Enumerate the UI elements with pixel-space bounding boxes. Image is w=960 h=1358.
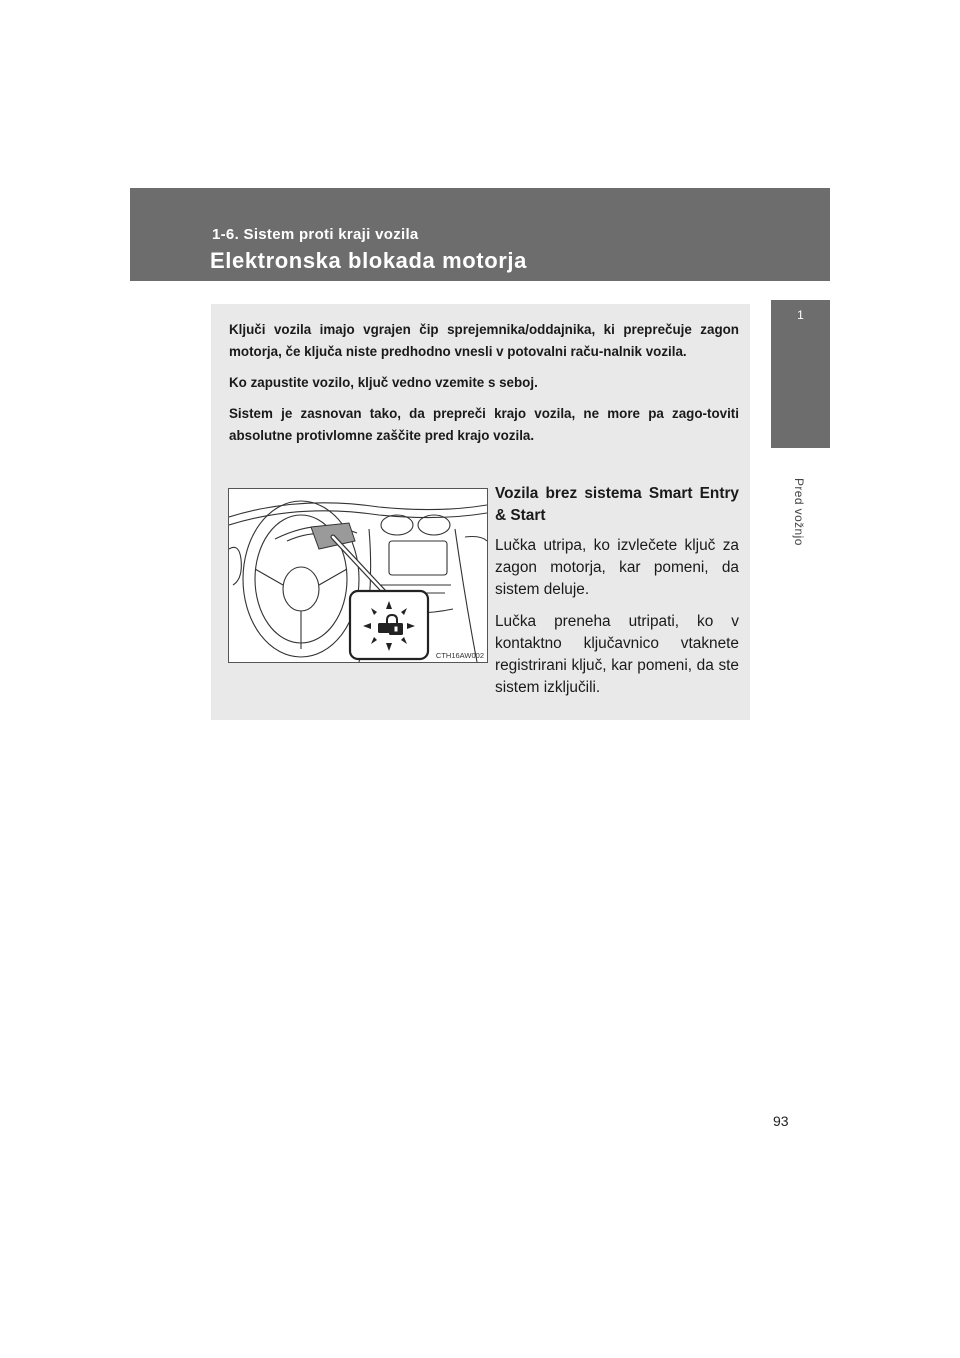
chapter-tab bbox=[771, 300, 830, 448]
intro-paragraph: Ko zapustite vozilo, ključ vedno vzemite s seboj. bbox=[229, 375, 538, 390]
section-text bbox=[495, 483, 739, 709]
dashboard-illustration bbox=[228, 488, 488, 663]
chapter-number: 1 bbox=[797, 308, 804, 322]
dashboard-drawing bbox=[229, 489, 487, 662]
page-header bbox=[130, 188, 830, 281]
intro-text bbox=[229, 319, 739, 456]
section-subtitle: Vozila brez sistema Smart Entry & Start bbox=[495, 485, 739, 524]
page-title: Elektronska blokada motorja bbox=[210, 248, 527, 273]
intro-paragraph: Ključi vozila imajo vgrajen čip sprejemnika/oddajnika, ki preprečuje zagon motorja, če ključa niste predhodno vnesli v potovalni raču-nalnik vozila. bbox=[229, 322, 739, 359]
section-label: 1-6. Sistem proti kraji vozila bbox=[212, 226, 419, 243]
page-number: 93 bbox=[773, 1113, 789, 1129]
chapter-label: Pred vožnjo bbox=[792, 478, 806, 546]
section-paragraph: Lučka preneha utripati, ko v kontaktno ključavnico vtaknete registrirani ključ, kar pomeni, da ste sistem izključili. bbox=[495, 613, 739, 696]
figure-code: CTH16AW002 bbox=[435, 651, 484, 660]
section-paragraph: Lučka utripa, ko izvlečete ključ za zagon motorja, kar pomeni, da sistem deluje. bbox=[495, 537, 739, 598]
content-box bbox=[211, 304, 750, 720]
intro-paragraph: Sistem je zasnovan tako, da prepreči krajo vozila, ne more pa zago-toviti absolutne protivlomne zaščite pred krajo vozila. bbox=[229, 406, 739, 443]
